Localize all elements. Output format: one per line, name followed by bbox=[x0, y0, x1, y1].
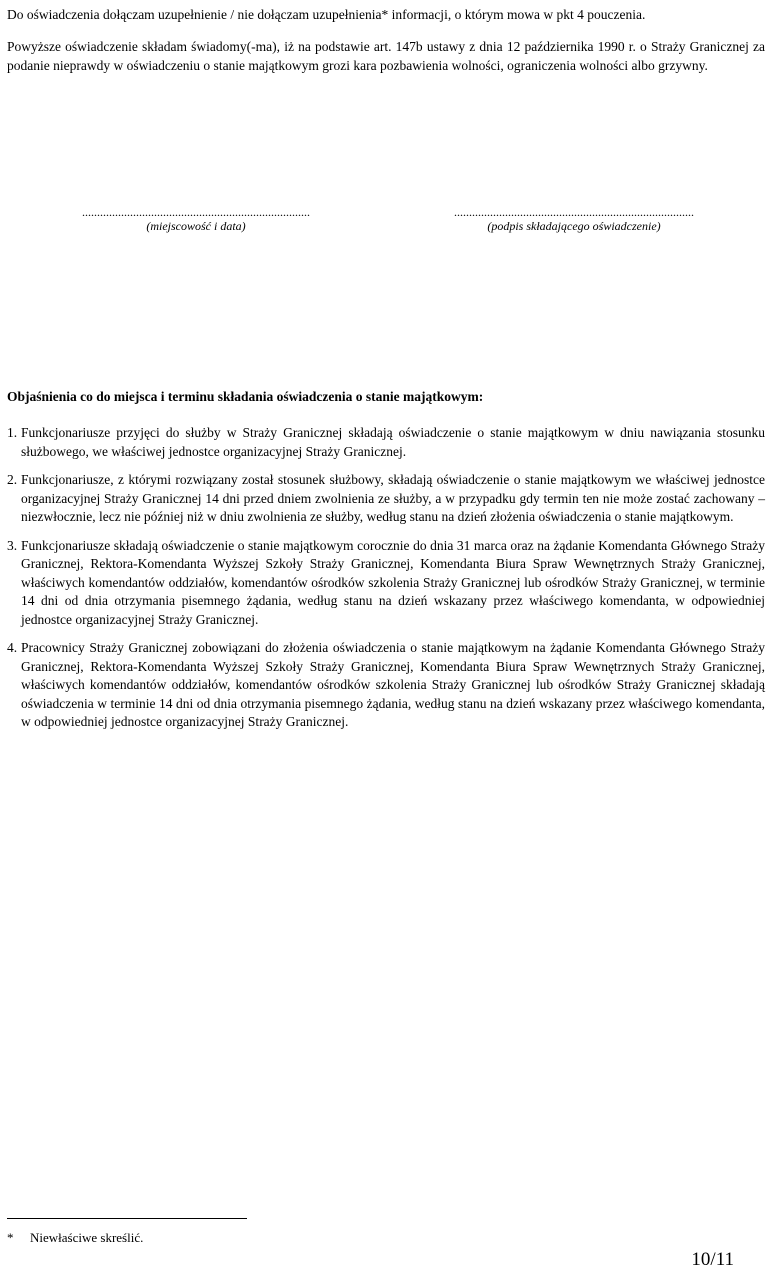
supplement-statement: Do oświadczenia dołączam uzupełnienie / nie dołączam uzupełnienia* informacji, o którym mowa w pkt 4 pouczenia. bbox=[7, 7, 646, 22]
list-item bbox=[7, 639, 765, 732]
page-number: 10/11 bbox=[691, 1249, 734, 1270]
signature-field bbox=[423, 206, 725, 234]
footnote-mark: * bbox=[7, 1230, 14, 1245]
place-date-signature-field bbox=[55, 206, 337, 234]
item-number: 4. bbox=[7, 640, 18, 655]
item-number: 1. bbox=[7, 425, 18, 440]
list-item bbox=[7, 424, 765, 461]
explanations-heading: Objaśnienia co do miejsca i terminu składania oświadczenia o stanie majątkowym: bbox=[7, 389, 484, 404]
item-text: Funkcjonariusze, z którymi rozwiązany został stosunek służbowy, składają oświadczenie o stanie majątkowym we właściwej jednostce organizacyjnej Straży Granicznej 14 dni przed dniem zwolnienia ze służby, a w przypadku gdy termin ten nie może zostać zachowany – niezwłocznie, lecz nie później niż w dniu zwolnienia ze służby, według stanu na dzień złożenia oświadczenia o stanie majątkowym. bbox=[21, 472, 765, 524]
signature-line: ................................................................................ bbox=[454, 205, 694, 219]
item-text: Pracownicy Straży Granicznej zobowiązani do złożenia oświadczenia o stanie majątkowym na żądanie Komendanta Głównego Straży Granicznej, Rektora-Komendanta Wyższej Szkoły Straży Granicznej, Komendanta Biura Spraw Wewnętrznych Straży Granicznej, właściwych komendantów oddziałów, komendantów ośrodków szkolenia Straży Granicznej lub ośrodków Straży Granicznej składają oświadczenia w terminie 14 dni od dnia otrzymania pisemnego żądania, według stanu na dzień wskazany przez właściwego komendanta, w odpowiedniej jednostce organizacyjnej Straży Granicznej. bbox=[21, 640, 765, 729]
footnote-divider bbox=[7, 1218, 247, 1219]
footnote-text: Niewłaściwe skreślić. bbox=[30, 1230, 144, 1245]
place-date-caption: (miejscowość i data) bbox=[146, 219, 246, 233]
signature-caption: (podpis składającego oświadczenie) bbox=[487, 219, 661, 233]
item-text: Funkcjonariusze składają oświadczenie o stanie majątkowym corocznie do dnia 31 marca oraz na żądanie Komendanta Głównego Straży Granicznej, Rektora-Komendanta Wyższej Szkoły Straży Granicznej, Komendanta Biura Spraw Wewnętrznych Straży Granicznej, właściwych komendantów oddziałów, komendantów ośrodków szkolenia Straży Granicznej lub ośrodków Straży Granicznej, w terminie 14 dni od dnia otrzymania pisemnego żądania, według stanu na dzień wskazany przez właściwego komendanta, w odpowiedniej jednostce organizacyjnej Straży Granicznej. bbox=[21, 537, 765, 627]
place-date-line: ............................................................................ bbox=[82, 205, 310, 219]
item-text: Funkcjonariusze przyjęci do służby w Straży Granicznej składają oświadczenie o stanie majątkowym w dniu nawiązania stosunku służbowego, we właściwej jednostce organizacyjnej Straży Granicznej. bbox=[21, 425, 765, 459]
footnote bbox=[7, 1230, 143, 1246]
explanations-list bbox=[7, 424, 765, 742]
item-number: 2. bbox=[7, 472, 18, 487]
list-item bbox=[7, 471, 765, 527]
item-number: 3. bbox=[7, 537, 18, 553]
awareness-statement: Powyższe oświadczenie składam świadomy(-ma), iż na podstawie art. 147b ustawy z dnia 12 października 1990 r. o Straży Granicznej za podanie nieprawdy w oświadczeniu o stanie majątkowym grozi kara pozbawienia wolności, ograniczenia wolności albo grzywny. bbox=[7, 39, 765, 73]
list-item bbox=[7, 537, 765, 630]
